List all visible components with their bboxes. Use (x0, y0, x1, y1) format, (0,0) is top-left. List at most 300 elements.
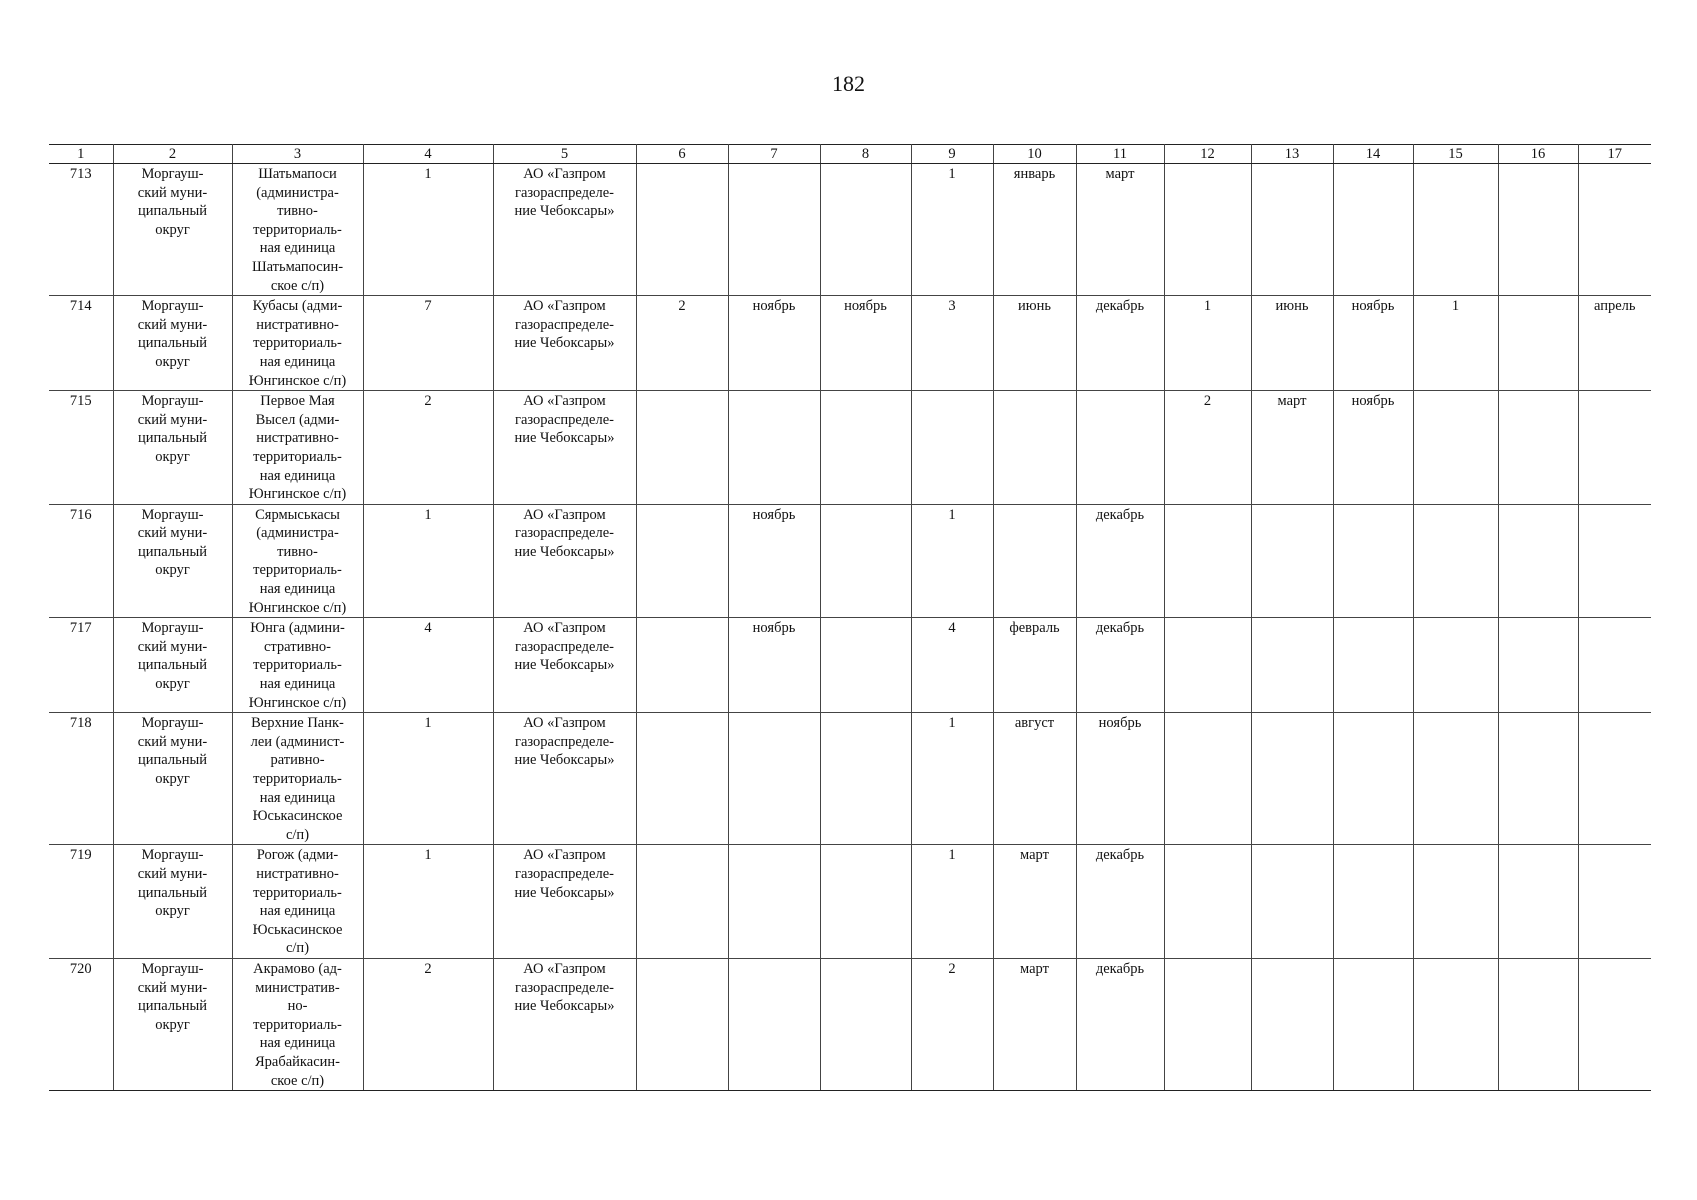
cell-text-line: 1 (948, 506, 956, 523)
cell-text-line: территориаль- (253, 657, 342, 674)
cell-text-line: 1 (424, 506, 432, 523)
table-cell-col-2 (113, 958, 232, 1090)
table-cell-col-12 (1164, 164, 1251, 296)
table-cell-col-15 (1413, 391, 1498, 505)
column-header-17: 17 (1578, 145, 1651, 164)
table-cell-col-4 (363, 164, 493, 296)
cell-text-line: тивно- (277, 543, 318, 560)
cell-text-line: Юнгинское с/п) (248, 599, 347, 616)
cell-text-line: ципальный (138, 752, 207, 769)
cell-text-line: ципальный (138, 203, 207, 220)
cell-text-line: 2 (424, 960, 432, 977)
table-row (49, 164, 1651, 296)
cell-text-line: 1 (948, 715, 956, 732)
table-row (49, 504, 1651, 618)
cell-text-line: (администра- (256, 184, 339, 201)
table-cell-col-7 (728, 296, 820, 391)
table-cell-col-5 (493, 845, 636, 959)
cell-text-line: июнь (1018, 298, 1051, 315)
table-cell-col-2 (113, 164, 232, 296)
table-row (49, 713, 1651, 845)
table-cell-col-17 (1578, 391, 1651, 505)
cell-text-line: ский муни- (137, 184, 208, 201)
cell-text-line: 1 (424, 715, 432, 732)
table-cell-col-3 (232, 845, 363, 959)
cell-text-line: 1 (1203, 298, 1212, 315)
table-cell-col-4 (363, 713, 493, 845)
cell-text-line: 717 (69, 620, 92, 637)
table-cell-col-12 (1164, 845, 1251, 959)
cell-text-line: июнь (1275, 298, 1309, 315)
table-cell-col-1 (49, 713, 113, 845)
cell-text-line: Юськасинское (252, 921, 343, 938)
table-cell-col-14 (1333, 958, 1413, 1090)
table-cell-col-9 (911, 713, 993, 845)
cell-text-line: ние Чебоксары» (514, 884, 615, 901)
cell-text-line: март (1277, 393, 1307, 410)
cell-text-line: ципальный (138, 884, 207, 901)
table-cell-col-17 (1578, 164, 1651, 296)
table-cell-col-17 (1578, 713, 1651, 845)
cell-text-line: ципальный (138, 335, 207, 352)
table-cell-col-16 (1498, 845, 1578, 959)
table-cell-col-9 (911, 391, 993, 505)
cell-text-line: АО «Газпром (523, 960, 606, 977)
table-cell-col-1 (49, 296, 113, 391)
cell-text-line: 720 (69, 960, 92, 977)
table-cell-col-6 (636, 504, 728, 618)
table-cell-col-15 (1413, 296, 1498, 391)
column-header-11: 11 (1076, 145, 1164, 164)
table-cell-col-3 (232, 618, 363, 713)
table-cell-col-17 (1578, 618, 1651, 713)
table-cell-col-15 (1413, 504, 1498, 618)
table-cell-col-16 (1498, 164, 1578, 296)
cell-text-line: Ярабайкасин- (255, 1053, 340, 1070)
cell-text-line: Моргауш- (141, 620, 204, 637)
cell-text-line: АО «Газпром (523, 620, 606, 637)
table-cell-col-2 (113, 713, 232, 845)
table-cell-col-7 (728, 164, 820, 296)
cell-text-line: территориаль- (253, 884, 342, 901)
table-cell-col-16 (1498, 504, 1578, 618)
cell-text-line: ский муни- (137, 733, 208, 750)
cell-text-line: ский муни- (137, 316, 208, 333)
cell-text-line: ципальный (138, 430, 207, 447)
table-cell-col-14 (1333, 845, 1413, 959)
cell-text-line: ние Чебоксары» (514, 430, 615, 447)
table-cell-col-6 (636, 618, 728, 713)
table-cell-col-16 (1498, 713, 1578, 845)
table-cell-col-5 (493, 296, 636, 391)
column-header-1: 1 (49, 145, 113, 164)
cell-text-line: ский муни- (137, 525, 208, 542)
table-cell-col-10 (993, 391, 1076, 505)
cell-text-line: 2 (424, 393, 432, 410)
table-cell-col-12 (1164, 958, 1251, 1090)
table-cell-col-8 (820, 504, 911, 618)
cell-text-line: округ (155, 903, 190, 920)
cell-text-line: 2 (948, 960, 956, 977)
cell-text-line: ние Чебоксары» (514, 657, 615, 674)
cell-text-line: АО «Газпром (523, 393, 606, 410)
table-cell-col-10 (993, 618, 1076, 713)
table-cell-col-11 (1076, 164, 1164, 296)
table-cell-col-5 (493, 391, 636, 505)
cell-text-line: 4 (948, 620, 956, 637)
table-cell-col-5 (493, 713, 636, 845)
column-header-6: 6 (636, 145, 728, 164)
table-row (49, 845, 1651, 959)
cell-text-line: 715 (69, 393, 92, 410)
table-cell-col-9 (911, 618, 993, 713)
column-header-5: 5 (493, 145, 636, 164)
cell-text-line: ная единица (259, 467, 336, 484)
cell-text-line: территориаль- (253, 562, 342, 579)
cell-text-line: АО «Газпром (523, 715, 606, 732)
cell-text-line: ский муни- (137, 865, 208, 882)
cell-text-line: министратив- (255, 979, 340, 996)
cell-text-line: 1 (1451, 298, 1460, 315)
cell-text-line: декабрь (1095, 298, 1145, 315)
table-cell-col-17 (1578, 958, 1651, 1090)
table-cell-col-9 (911, 958, 993, 1090)
table-cell-col-10 (993, 504, 1076, 618)
cell-text-line: Моргауш- (141, 715, 204, 732)
cell-text-line: газораспределе- (515, 411, 614, 428)
table-cell-col-7 (728, 504, 820, 618)
cell-text-line: 7 (424, 298, 432, 315)
column-header-16: 16 (1498, 145, 1578, 164)
table-cell-col-7 (728, 391, 820, 505)
column-header-7: 7 (728, 145, 820, 164)
cell-text-line: стративно- (263, 638, 332, 655)
cell-text-line: ское с/п) (270, 1072, 325, 1089)
cell-text-line: 1 (948, 166, 956, 182)
cell-text-line: газораспределе- (515, 733, 614, 750)
table-cell-col-7 (728, 845, 820, 959)
table-cell-col-6 (636, 296, 728, 391)
table-cell-col-13 (1251, 504, 1333, 618)
cell-text-line: Первое Мая (260, 393, 335, 410)
table-cell-col-16 (1498, 958, 1578, 1090)
table-cell-col-10 (993, 845, 1076, 959)
cell-text-line: ная единица (259, 676, 336, 693)
cell-text-line: но- (287, 998, 308, 1015)
cell-text-line: ние Чебоксары» (514, 335, 615, 352)
cell-text-line: ние Чебоксары» (514, 203, 615, 220)
table-cell-col-12 (1164, 504, 1251, 618)
table-cell-col-17 (1578, 504, 1651, 618)
cell-text-line: ципальный (138, 543, 207, 560)
cell-text-line: газораспределе- (515, 184, 614, 201)
column-number-header-row (49, 145, 1651, 164)
cell-text-line: округ (155, 771, 190, 787)
column-header-8: 8 (820, 145, 911, 164)
cell-text-line: март (1020, 847, 1049, 864)
table-cell-col-10 (993, 713, 1076, 845)
cell-text-line: ние Чебоксары» (514, 752, 615, 769)
column-header-13: 13 (1251, 145, 1333, 164)
cell-text-line: Сярмыськасы (255, 506, 340, 523)
table-cell-col-11 (1076, 504, 1164, 618)
cell-text-line: АО «Газпром (523, 506, 606, 523)
cell-text-line: ная единица (259, 789, 336, 806)
cell-text-line: с/п) (285, 940, 310, 957)
cell-text-line: декабрь (1095, 620, 1145, 637)
table-cell-col-9 (911, 296, 993, 391)
cell-text-line: ная единица (259, 240, 336, 257)
column-header-10: 10 (993, 145, 1076, 164)
table-cell-col-9 (911, 845, 993, 959)
cell-text-line: ноябрь (844, 298, 887, 315)
cell-text-line: декабрь (1095, 847, 1145, 864)
table-cell-col-3 (232, 296, 363, 391)
cell-text-line: ципальный (138, 998, 207, 1015)
table-cell-col-13 (1251, 845, 1333, 959)
table-cell-col-12 (1164, 296, 1251, 391)
table-cell-col-15 (1413, 845, 1498, 959)
cell-text-line: ноябрь (752, 620, 796, 637)
table-cell-col-12 (1164, 391, 1251, 505)
cell-text-line: апрель (1593, 298, 1636, 315)
table-cell-col-1 (49, 958, 113, 1090)
table-cell-col-3 (232, 958, 363, 1090)
cell-text-line: Моргауш- (141, 506, 204, 523)
table-cell-col-13 (1251, 164, 1333, 296)
cell-text-line: январь (1013, 166, 1056, 182)
cell-text-line: декабрь (1095, 506, 1145, 523)
table-cell-col-15 (1413, 713, 1498, 845)
table-cell-col-14 (1333, 296, 1413, 391)
cell-text-line: 1 (424, 166, 432, 182)
table-cell-col-7 (728, 618, 820, 713)
table-row (49, 391, 1651, 505)
cell-text-line: территориаль- (253, 771, 342, 787)
table-cell-col-2 (113, 618, 232, 713)
cell-text-line: нистративно- (256, 430, 339, 447)
cell-text-line: 1 (424, 847, 432, 864)
cell-text-line: ная единица (259, 353, 336, 370)
cell-text-line: АО «Газпром (523, 298, 606, 315)
cell-text-line: ние Чебоксары» (514, 998, 615, 1015)
table-cell-col-11 (1076, 618, 1164, 713)
table-cell-col-4 (363, 296, 493, 391)
cell-text-line: ние Чебоксары» (514, 543, 615, 560)
table-cell-col-5 (493, 958, 636, 1090)
table-cell-col-1 (49, 164, 113, 296)
table-body (49, 164, 1651, 1091)
cell-text-line: с/п) (285, 826, 310, 843)
table-cell-col-13 (1251, 296, 1333, 391)
table-cell-col-8 (820, 391, 911, 505)
cell-text-line: декабрь (1095, 960, 1145, 977)
cell-text-line: Акрамово (ад- (253, 960, 342, 977)
table-row (49, 618, 1651, 713)
table-cell-col-5 (493, 618, 636, 713)
table-cell-col-8 (820, 845, 911, 959)
table-cell-col-8 (820, 296, 911, 391)
table-cell-col-15 (1413, 164, 1498, 296)
column-header-14: 14 (1333, 145, 1413, 164)
column-header-15: 15 (1413, 145, 1498, 164)
cell-text-line: Моргауш- (141, 166, 204, 182)
cell-text-line: Юнгинское с/п) (248, 486, 347, 503)
table-cell-col-4 (363, 845, 493, 959)
cell-text-line: Моргауш- (141, 847, 204, 864)
table-cell-col-10 (993, 958, 1076, 1090)
cell-text-line: март (1105, 166, 1135, 182)
cell-text-line: АО «Газпром (523, 166, 606, 182)
cell-text-line: АО «Газпром (523, 847, 606, 864)
cell-text-line: ский муни- (137, 979, 208, 996)
cell-text-line: тивно- (277, 203, 318, 220)
table-cell-col-17 (1578, 845, 1651, 959)
cell-text-line: территориаль- (253, 448, 342, 465)
cell-text-line: ский муни- (137, 411, 208, 428)
cell-text-line: Шатьмапоси (258, 166, 337, 182)
table-cell-col-8 (820, 958, 911, 1090)
cell-text-line: ная единица (259, 581, 336, 598)
cell-text-line: Юськасинское (252, 808, 343, 825)
table-cell-col-11 (1076, 713, 1164, 845)
cell-text-line: ское с/п) (270, 277, 325, 294)
table-cell-col-12 (1164, 713, 1251, 845)
cell-text-line: нистративно- (256, 865, 339, 882)
table-cell-col-1 (49, 391, 113, 505)
cell-text-line: газораспределе- (515, 316, 614, 333)
table-cell-col-15 (1413, 618, 1498, 713)
table-cell-col-1 (49, 618, 113, 713)
cell-text-line: ная единица (259, 1035, 336, 1052)
table-row (49, 958, 1651, 1090)
cell-text-line: 1 (948, 847, 956, 864)
cell-text-line: Моргауш- (141, 393, 204, 410)
table-cell-col-6 (636, 845, 728, 959)
table-cell-col-13 (1251, 391, 1333, 505)
table-cell-col-3 (232, 164, 363, 296)
cell-text-line: 719 (69, 847, 92, 864)
cell-text-line: 2 (678, 298, 686, 315)
table-cell-col-6 (636, 164, 728, 296)
cell-text-line: 718 (69, 715, 92, 732)
cell-text-line: ский муни- (137, 638, 208, 655)
cell-text-line: ноябрь (752, 506, 796, 523)
column-header-3: 3 (232, 145, 363, 164)
table-cell-col-9 (911, 164, 993, 296)
table-cell-col-11 (1076, 958, 1164, 1090)
table-cell-col-14 (1333, 504, 1413, 618)
table-cell-col-10 (993, 164, 1076, 296)
table-cell-col-8 (820, 164, 911, 296)
page-number: 182 (832, 71, 865, 96)
cell-text-line: Юнгинское с/п) (248, 694, 347, 711)
table-cell-col-4 (363, 618, 493, 713)
cell-text-line: леи (админист- (250, 733, 345, 750)
table-cell-col-13 (1251, 958, 1333, 1090)
cell-text-line: округ (155, 562, 190, 579)
cell-text-line: август (1014, 715, 1055, 732)
cell-text-line: Юнгинское с/п) (248, 372, 347, 389)
table-cell-col-3 (232, 504, 363, 618)
table-cell-col-12 (1164, 618, 1251, 713)
table-cell-col-14 (1333, 618, 1413, 713)
cell-text-line: Юнга (админи- (250, 620, 345, 637)
column-header-4: 4 (363, 145, 493, 164)
table-cell-col-10 (993, 296, 1076, 391)
table-cell-col-16 (1498, 296, 1578, 391)
cell-text-line: округ (155, 1016, 190, 1033)
cell-text-line: Кубасы (адми- (252, 298, 343, 315)
table-cell-col-8 (820, 713, 911, 845)
cell-text-line: округ (155, 448, 190, 465)
table-cell-col-13 (1251, 713, 1333, 845)
cell-text-line: 4 (424, 620, 432, 637)
table-cell-col-3 (232, 391, 363, 505)
cell-text-line: 714 (69, 298, 92, 315)
table-cell-col-4 (363, 504, 493, 618)
table-cell-col-2 (113, 296, 232, 391)
cell-text-line: территориаль- (253, 1016, 342, 1033)
table-cell-col-16 (1498, 618, 1578, 713)
cell-text-line: округ (155, 676, 190, 693)
cell-text-line: газораспределе- (515, 525, 614, 542)
table-cell-col-15 (1413, 958, 1498, 1090)
cell-text-line: нистративно- (256, 316, 339, 333)
cell-text-line: ноябрь (1098, 715, 1142, 732)
schedule-table (49, 144, 1651, 1091)
cell-text-line: Рогож (адми- (256, 847, 339, 864)
table-row (49, 296, 1651, 391)
cell-text-line: Верхние Панк- (251, 715, 344, 732)
cell-text-line: Высел (адми- (255, 411, 340, 428)
cell-text-line: газораспределе- (515, 638, 614, 655)
cell-text-line: ноябрь (752, 298, 796, 315)
table-cell-col-3 (232, 713, 363, 845)
table-cell-col-11 (1076, 845, 1164, 959)
table-cell-col-5 (493, 504, 636, 618)
table-cell-col-14 (1333, 164, 1413, 296)
table-cell-col-7 (728, 958, 820, 1090)
table-cell-col-6 (636, 958, 728, 1090)
cell-text-line: газораспределе- (515, 865, 614, 882)
table-cell-col-1 (49, 504, 113, 618)
table-cell-col-4 (363, 958, 493, 1090)
table-cell-col-2 (113, 391, 232, 505)
cell-text-line: (администра- (256, 525, 339, 542)
table-cell-col-16 (1498, 391, 1578, 505)
table-cell-col-1 (49, 845, 113, 959)
cell-text-line: 2 (1203, 393, 1212, 410)
table-cell-col-11 (1076, 391, 1164, 505)
cell-text-line: ная единица (259, 903, 336, 920)
column-header-12: 12 (1164, 145, 1251, 164)
table-cell-col-14 (1333, 713, 1413, 845)
table-cell-col-11 (1076, 296, 1164, 391)
table-cell-col-14 (1333, 391, 1413, 505)
table-cell-col-13 (1251, 618, 1333, 713)
cell-text-line: округ (155, 353, 190, 370)
table-cell-col-7 (728, 713, 820, 845)
table-cell-col-6 (636, 713, 728, 845)
cell-text-line: ноябрь (1351, 298, 1395, 315)
cell-text-line: газораспределе- (515, 979, 614, 996)
cell-text-line: 3 (948, 298, 956, 315)
cell-text-line: февраль (1009, 620, 1060, 637)
cell-text-line: 716 (69, 506, 92, 523)
cell-text-line: Моргауш- (141, 960, 204, 977)
cell-text-line: ципальный (138, 657, 207, 674)
